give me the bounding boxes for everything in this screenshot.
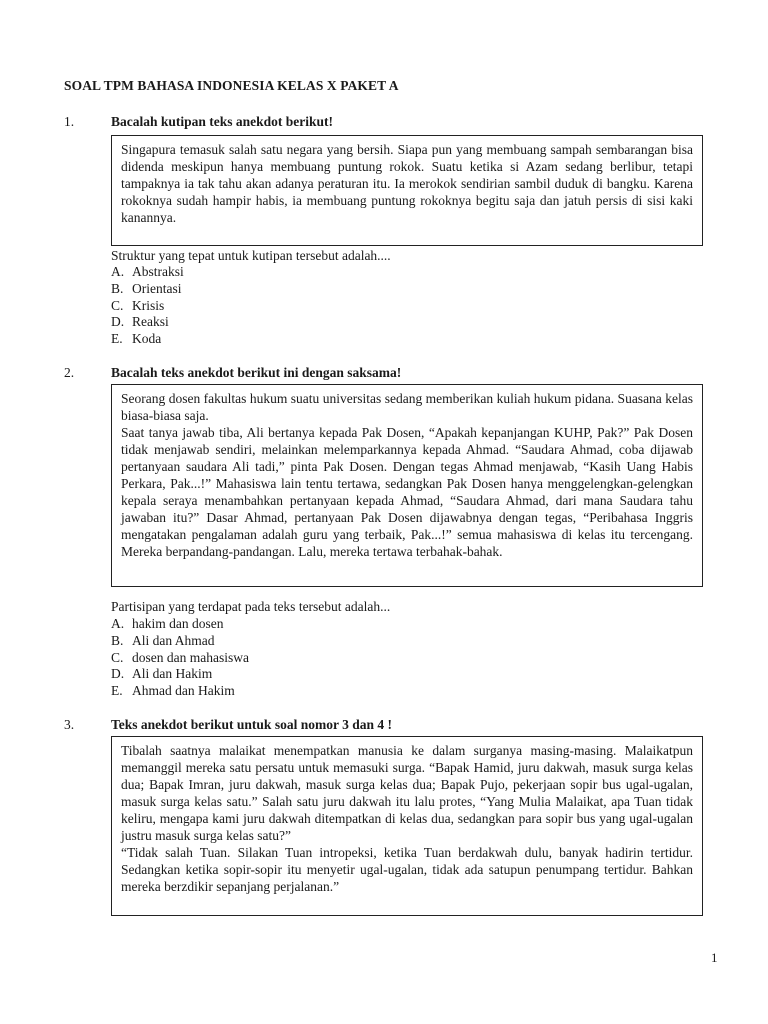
option-text: Ali dan Hakim [132,666,213,682]
question-1-instruction: Bacalah kutipan teks anekdot berikut! [111,114,334,129]
question-2-option-c[interactable] [111,650,249,667]
option-text: Koda [132,331,162,347]
option-letter: D. [111,314,125,330]
question-1-passage-paragraph: Singapura temasuk salah satu negara yang bersih. Siapa pun yang membuang sampah sembarangan bisa didenda meskipun hanya membuang puntung rokok. Suatu ketika si Azam sedang berlibur, tetapi tampaknya ia tak tahu akan adanya peraturan itu. Ia merokok sendirian sambil duduk di bangku. Karena rokoknya sudah hampir habis, ia membuang puntung rokoknya begitu saja dan jatuh persis di sisi kaki kanannya. [121,142,693,225]
option-text: Ali dan Ahmad [132,632,215,648]
question-1-option-a[interactable] [111,264,184,281]
question-2-number: 2. [64,365,75,380]
option-text: Orientasi [132,280,182,296]
question-2-passage-paragraph: Saat tanya jawab tiba, Ali bertanya kepada Pak Dosen, “Apakah kepanjangan KUHP, Pak?” Pak Dosen tidak menjawab sendiri, melainkan melemparkannya kepada Ahmad. “Saudara Ahmad, coba dijawab pertanyaan saudara Ali tadi,” pinta Pak Dosen. Dengan tegas Ahmad menjawab, “Kasih Uang Habis Perkara, Pak...!” Mahasiswa lain tentu tertawa, sedangkan Pak Dosen hanya menggelengkan-gelengkan kepala seraya menambahkan pertanyaan kepada Ahmad, “Saudara Ahmad, dari mana Saudara tahu jawaban itu?” Dasar Ahmad, pertanyaan Pak Dosen dijawabnya dengan tegas, “Peribahasa Inggris mengatakan pengalaman adalah guru yang terbaik, Pak...!” semua mahasiswa di kelas itu tercengang. Mereka berpandang-pandangan. Lalu, mereka tertawa terbahak-bahak. [121,425,693,559]
question-1-option-d[interactable] [111,314,184,331]
question-2-options [111,616,249,700]
option-letter: C. [111,649,124,665]
option-letter: A. [111,264,125,279]
question-1-option-e[interactable] [111,331,184,348]
question-2-option-d[interactable] [111,666,249,683]
option-letter: D. [111,666,125,682]
option-text: Abstraksi [132,264,184,279]
question-1-option-c[interactable] [111,298,184,315]
question-1-options [111,264,184,348]
option-text: hakim dan dosen [132,616,224,631]
question-2-instruction: Bacalah teks anekdot berikut ini dengan saksama! [111,365,402,380]
question-2-option-a[interactable] [111,616,249,633]
question-2-option-e[interactable] [111,683,249,700]
question-3-passage-paragraph: “Tidak salah Tuan. Silakan Tuan intropeksi, ketika Tuan berdakwah dulu, banyak hadirin tertidur. Sedangkan ketika sopir-sopir itu menyetir ugal-ugalan, tidak ada satupun penumpang tertidur. Bahkan mereka berzdikir sepanjang perjalanan.” [121,845,693,894]
option-text: Reaksi [132,314,169,330]
option-letter: B. [111,280,124,296]
question-3-passage-paragraph: Tibalah saatnya malaikat menempatkan manusia ke dalam surganya masing-masing. Malaikatpun memanggil mereka satu persatu untuk memasuki surga. “Bapak Hamid, juru dakwah, masuk surga kelas dua; Bapak Imran, juru dakwah, masuk surga kelas dua; Bapak Pujo, pekerjaan sopir bus ugal-ugalan, masuk surga kelas satu.” Salah satu juru dakwah itu lalu protes, “Yang Mulia Malaikat, apa Tuan tidak keliru, mengapa kami juru dakwah ditempatkan di kelas dua, sedangkan para sopir bus yang ugal-ugalan justru masuk surga kelas satu?” [121,743,693,843]
option-text: Ahmad dan Hakim [132,683,235,699]
question-3-number: 3. [64,717,75,732]
option-letter: A. [111,616,125,631]
page-number: 1 [711,950,718,965]
question-2-stem: Partisipan yang terdapat pada teks tersebut adalah... [111,599,391,614]
question-1-number: 1. [64,114,75,129]
option-letter: E. [111,331,123,347]
option-letter: B. [111,632,124,648]
question-1-passage-box [111,135,703,246]
question-2-passage-box [111,384,703,587]
option-letter: C. [111,297,124,313]
option-letter: E. [111,683,123,699]
question-2-option-b[interactable] [111,633,249,650]
question-1-stem: Struktur yang tepat untuk kutipan tersebut adalah.... [111,248,391,263]
option-text: dosen dan mahasiswa [132,649,249,665]
question-3-instruction: Teks anekdot berikut untuk soal nomor 3 dan 4 ! [111,717,392,732]
question-3-passage-box [111,736,703,916]
question-2-passage-paragraph: Seorang dosen fakultas hukum suatu universitas sedang memberikan kuliah hukum pidana. Suasana kelas biasa-biasa saja. [121,391,693,423]
question-1-option-b[interactable] [111,281,184,298]
option-text: Krisis [132,297,165,313]
page-title: SOAL TPM BAHASA INDONESIA KELAS X PAKET A [64,78,399,93]
